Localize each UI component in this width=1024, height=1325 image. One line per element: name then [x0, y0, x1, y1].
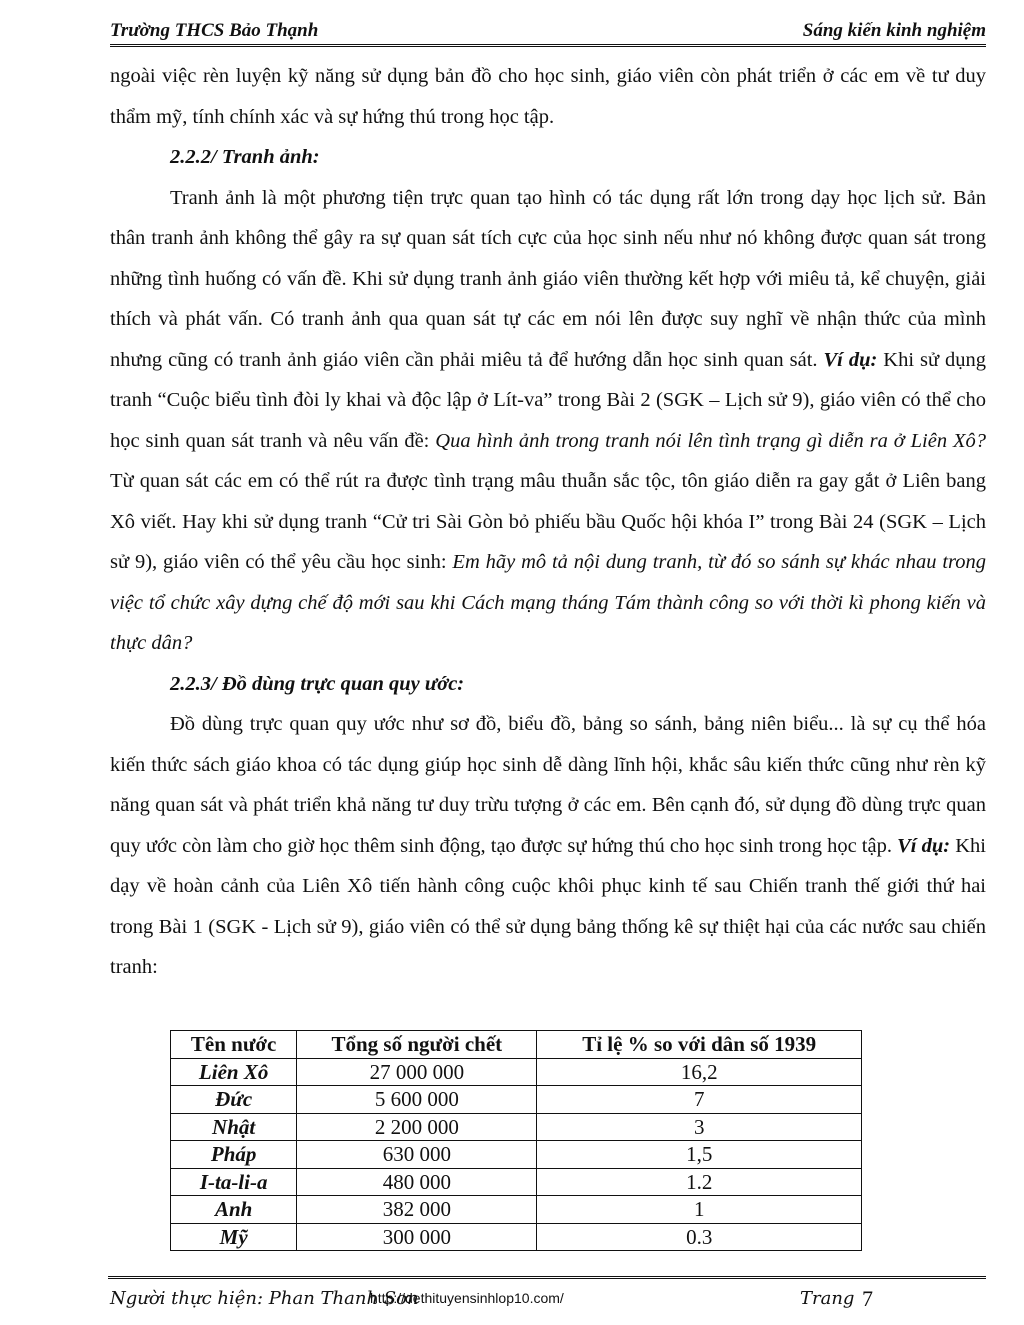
percent-cell: 0.3 [537, 1223, 862, 1251]
table-row [171, 1223, 862, 1251]
table-row [171, 1058, 862, 1086]
example-label: Ví dụ: [897, 834, 951, 857]
deaths-cell: 630 000 [297, 1141, 537, 1169]
column-header: Tổng số người chết [297, 1031, 537, 1059]
deaths-cell: 300 000 [297, 1223, 537, 1251]
table-row [171, 1168, 862, 1196]
country-cell: Pháp [171, 1141, 297, 1169]
country-cell: Đức [171, 1086, 297, 1114]
country-cell: Anh [171, 1196, 297, 1224]
percent-cell: 1 [537, 1196, 862, 1224]
paragraph-intro: ngoài việc rèn luyện kỹ năng sử dụng bản đồ cho học sinh, giáo viên còn phát triển ở các em về tư duy thẩm mỹ, tính chính xác và sự hứng thú trong học tập. [110, 65, 986, 128]
example-question: Qua hình ảnh trong tranh nói lên tình trạng gì diễn ra ở Liên Xô? [435, 429, 987, 452]
table-row [171, 1141, 862, 1169]
percent-cell: 3 [537, 1113, 862, 1141]
table-row [171, 1196, 862, 1224]
example-question: Em hãy mô tả nội dung tranh, từ đó so sánh sự khác nhau trong việc tổ chức xây dựng chế độ mới sau khi Cách mạng tháng Tám thành công so với thời kì phong kiến và thực dân? [110, 551, 987, 654]
deaths-cell: 27 000 000 [297, 1058, 537, 1086]
table-row [171, 1113, 862, 1141]
page-footer [110, 1286, 986, 1316]
percent-cell: 1.2 [537, 1168, 862, 1196]
country-cell: Nhật [171, 1113, 297, 1141]
school-name: Trường THCS Bảo Thạnh [110, 20, 319, 41]
table-row [171, 1086, 862, 1114]
percent-cell: 7 [537, 1086, 862, 1114]
country-cell: Liên Xô [171, 1058, 297, 1086]
paragraph-quy-uoc: Đồ dùng trực quan quy ước như sơ đồ, biểu đồ, bảng so sánh, bảng niên biểu... là sự cụ thể hóa kiến thức sách giáo khoa có tác dụng giúp học sinh dễ dàng lĩnh hội, khắc sâu kiến thức cũng như rèn kỹ năng quan sát và phát triển khả năng tư duy trừu tượng ở các em. Bên cạnh đó, sử dụng đồ dùng trực quan quy ước còn làm cho giờ học thêm sinh động, tạo được sự hứng thú cho học sinh trong học tập. Ví dụ: Khi dạy về hoàn cảnh của Liên Xô tiến hành công cuộc khôi phục kinh tế sau Chiến tranh thế giới thứ hai trong Bài 1 (SGK - Lịch sử 9), giáo viên có thể sử dụng bảng thống kê sự thiệt hại của các nước sau chiến tranh: [110, 713, 986, 978]
country-cell: I-ta-li-a [171, 1168, 297, 1196]
column-header: Tên nước [171, 1031, 297, 1059]
deaths-cell: 5 600 000 [297, 1086, 537, 1114]
page-header [110, 14, 986, 47]
percent-cell: 16,2 [537, 1058, 862, 1086]
table-header-row [171, 1031, 862, 1059]
section-heading-quy-uoc: 2.2.3/ Đồ dùng trực quan quy ước: [170, 672, 465, 695]
document-body [110, 56, 986, 988]
footer-divider [108, 1276, 986, 1279]
page-label: Trang [800, 1288, 855, 1309]
percent-cell: 1,5 [537, 1141, 862, 1169]
document-type: Sáng kiến kinh nghiệm [802, 20, 986, 41]
source-link[interactable]: http://dethituyensinhlop10.com/ [370, 1290, 564, 1306]
country-cell: Mỹ [171, 1223, 297, 1251]
example-label: Ví dụ: [823, 348, 878, 371]
war-losses-table [170, 1030, 862, 1251]
paragraph-tranh-anh: Tranh ảnh là một phương tiện trực quan tạo hình có tác dụng rất lớn trong dạy học lịch sử. Bản thân tranh ảnh không thể gây ra sự quan sát tích cực của học sinh nếu như nó không được quan sát trong những tình huống có vấn đề. Khi sử dụng tranh ảnh giáo viên thường kết hợp với miêu tả, kể chuyện, giải thích và phát vấn. Có tranh ảnh qua quan sát tự các em nói lên được suy nghĩ về nhận thức của mình nhưng cũng có tranh ảnh giáo viên cần phải miêu tả để hướng dẫn học sinh quan sát. Ví dụ: Khi sử dụng tranh “Cuộc biểu tình đòi ly khai và độc lập ở Lít-va” trong Bài 2 (SGK – Lịch sử 9), giáo viên có thể cho học sinh quan sát tranh và nêu vấn đề: Qua hình ảnh trong tranh nói lên tình trạng gì diễn ra ở Liên Xô? Từ quan sát các em có thể rút ra được tình trạng mâu thuẫn sắc tộc, tôn giáo diễn ra gay gắt ở Liên bang Xô viết. Hay khi sử dụng tranh “Cử tri Sài Gòn bỏ phiếu bầu Quốc hội khóa I” trong Bài 24 (SGK – Lịch sử 9), giáo viên có thể yêu cầu học sinh: Em hãy mô tả nội dung tranh, từ đó so sánh sự khác nhau trong việc tổ chức xây dựng chế độ mới sau khi Cách mạng tháng Tám thành công so với thời kì phong kiến và thực dân? [110, 186, 987, 654]
deaths-cell: 382 000 [297, 1196, 537, 1224]
deaths-cell: 2 200 000 [297, 1113, 537, 1141]
column-header: Tỉ lệ % so với dân số 1939 [537, 1031, 862, 1059]
section-heading-tranh-anh: 2.2.2/ Tranh ảnh: [170, 146, 320, 168]
deaths-cell: 480 000 [297, 1168, 537, 1196]
author-credit: Người thực hiện: Phan Thanh Sơn [110, 1288, 419, 1309]
page-number: 7 [862, 1286, 873, 1311]
